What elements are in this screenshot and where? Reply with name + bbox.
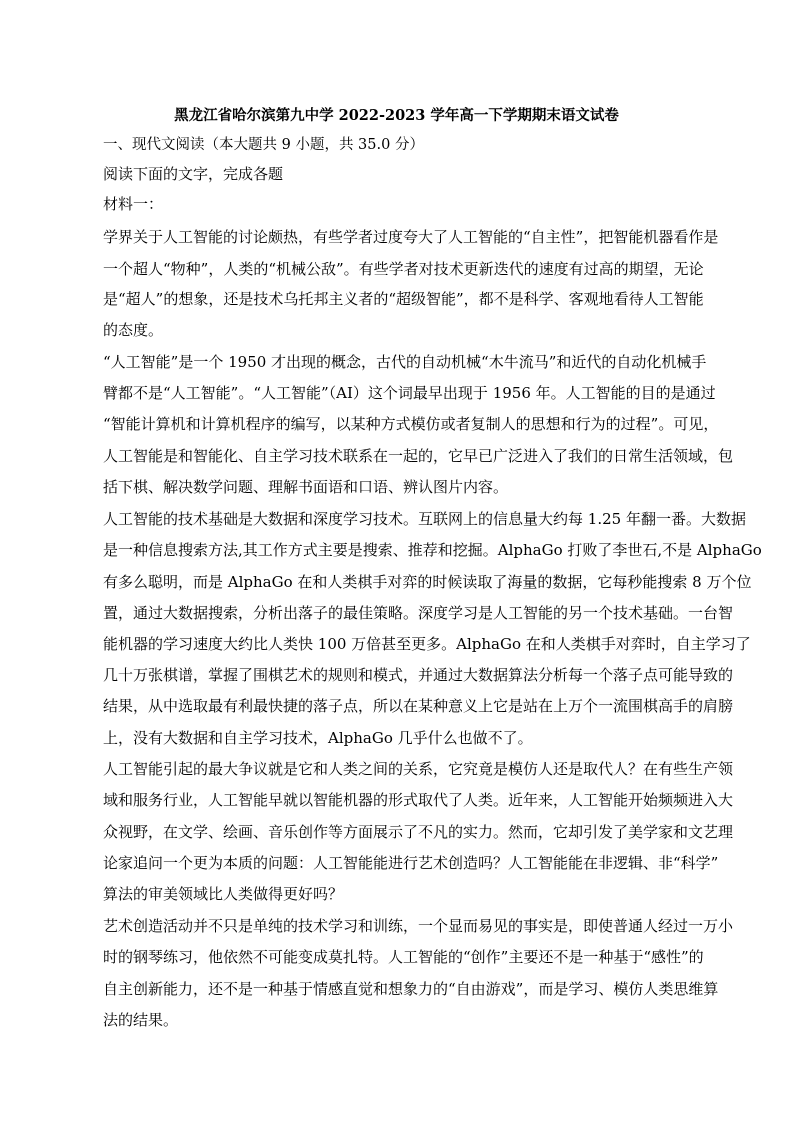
paragraph-2-line-4: 人工智能是和智能化、自主学习技术联系在一起的，它早已广泛进入了我们的日常生活领域，包 [103,447,734,465]
paragraph-4-line-3: 众视野，在文学、绘画、音乐创作等方面展示了不凡的实力。然而，它却引发了美学家和文艺理 [103,823,734,841]
paragraph-1-line-3: 是“超人”的想象，还是技术乌托邦主义者的“超级智能”，都不是科学、客观地看待人工智能 [103,290,704,308]
paragraph-2-line-1: “人工智能”是一个 1950 才出现的概念，古代的自动机械“木牛流马”和近代的自动化机械手 [103,353,707,371]
paragraph-3-line-5: 能机器的学习速度大约比人类快 100 万倍甚至更多。AlphaGo 在和人类棋手对弈时，自主学习了 [103,635,751,653]
paragraph-3-line-8: 上，没有大数据和自主学习技术，AlphaGo 几乎什么也做不了。 [103,729,533,747]
document-title: 黑龙江省哈尔滨第九中学 2022-2023 学年高一下学期期末语文试卷 [174,107,619,124]
paragraph-3-line-1: 人工智能的技术基础是大数据和深度学习技术。互联网上的信息量大约每 1.25 年翻一番。大数据 [103,510,746,528]
paragraph-3-line-4: 置，通过大数据搜索，分析出落子的最佳策略。深度学习是人工智能的另一个技术基础。一台智 [103,604,734,622]
paragraph-4-line-2: 域和服务行业，人工智能早就以智能机器的形式取代了人类。近年来，人工智能开始频频进入大 [103,791,734,809]
paragraph-2-line-2: 臂都不是“人工智能”。“人工智能”（AI）这个词最早出现于 1956 年。人工智能的目的是通过 [103,384,716,402]
paragraph-1-line-1: 学界关于人工智能的讨论颇热，有些学者过度夸大了人工智能的“自主性”，把智能机器看作是 [103,228,719,246]
paragraph-4-line-4: 论家追问一个更为本质的问题：人工智能能进行艺术创造吗？人工智能能在非逻辑、非“科学” [103,854,719,872]
paragraph-3-line-7: 结果，从中选取最有利最快捷的落子点，所以在某种意义上它是站在上万个一流围棋高手的肩膀 [103,697,734,715]
paragraph-1-line-2: 一个超人“物种”，人类的“机械公敌”。有些学者对技术更新迭代的速度有过高的期望，无论 [103,260,704,278]
paragraph-4-line-1: 人工智能引起的最大争议就是它和人类之间的关系，它究竟是模仿人还是取代人？在有些生产领 [103,760,734,778]
paragraph-3-line-2: 是一种信息搜索方法,其工作方式主要是搜索、推荐和挖掘。AlphaGo 打败了李世石,不是 AlphaGo [103,541,762,559]
instruction-text: 阅读下面的文字，完成各题 [103,165,284,183]
section-heading: 一、现代文阅读（本大题共 9 小题，共 35.0 分） [103,137,424,153]
paragraph-5-line-2: 时的钢琴练习，他依然不可能变成莫扎特。人工智能的“创作”主要还不是一种基于“感性”的 [103,948,704,966]
paragraph-4-line-5: 算法的审美领域比人类做得更好吗？ [103,885,344,903]
paragraph-1-line-4: 的态度。 [103,321,164,339]
paragraph-2-line-5: 括下棋、解决数学问题、理解书面语和口语、辨认图片内容。 [103,478,509,496]
paragraph-2-line-3: “智能计算机和计算机程序的编写，以某种方式模仿或者复制人的思想和行为的过程”。可见， [103,415,719,433]
material-label: 材料一： [103,195,164,213]
paragraph-5-line-1: 艺术创造活动并不只是单纯的技术学习和训练，一个显而易见的事实是，即使普通人经过一万小 [103,917,734,935]
paragraph-3-line-6: 几十万张棋谱，掌握了围棋艺术的规则和模式，并通过大数据算法分析每一个落子点可能导致的 [103,666,734,684]
paragraph-3-line-3: 有多么聪明，而是 AlphaGo 在和人类棋手对弈的时候读取了海量的数据，它每秒能搜索 8 万个位 [103,573,752,591]
paragraph-5-line-3: 自主创新能力，还不是一种基于情感直觉和想象力的“自由游戏”，而是学习、模仿人类思维算 [103,980,719,998]
paragraph-5-line-4: 法的结果。 [103,1011,179,1029]
